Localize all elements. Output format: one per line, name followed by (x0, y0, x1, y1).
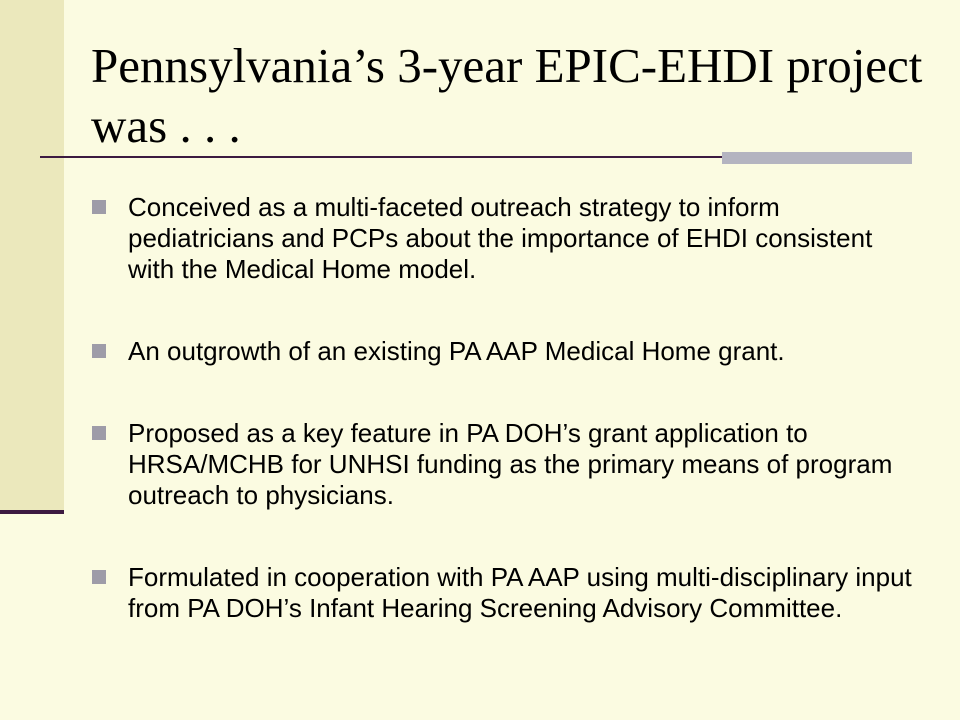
bullet-text: Conceived as a multi-faceted outreach strategy to inform pediatricians and PCPs about the importance of EHDI consistent with the Medical Home model. (128, 192, 873, 284)
bullet-item (92, 562, 922, 624)
square-bullet-icon (92, 200, 106, 214)
bullet-text: Proposed as a key feature in PA DOH’s grant application to HRSA/MCHB for UNHSI funding as the primary means of program outreach to physicians. (128, 418, 893, 510)
left-band-underline (0, 510, 64, 514)
slide-title: Pennsylvania’s 3-year EPIC-EHDI project was . . . (91, 38, 923, 153)
bullet-item (92, 418, 922, 511)
bullet-text: An outgrowth of an existing PA AAP Medical Home grant. (128, 336, 785, 366)
square-bullet-icon (92, 426, 106, 440)
square-bullet-icon (92, 344, 106, 358)
left-decorative-band (0, 0, 64, 510)
bullet-text: Formulated in cooperation with PA AAP using multi-disciplinary input from PA DOH’s Infant Hearing Screening Advisory Committee. (128, 562, 912, 623)
bullet-item (92, 192, 922, 285)
title-accent-bar (722, 152, 912, 164)
square-bullet-icon (92, 570, 106, 584)
bullet-list (92, 192, 922, 675)
bullet-item (92, 336, 922, 367)
